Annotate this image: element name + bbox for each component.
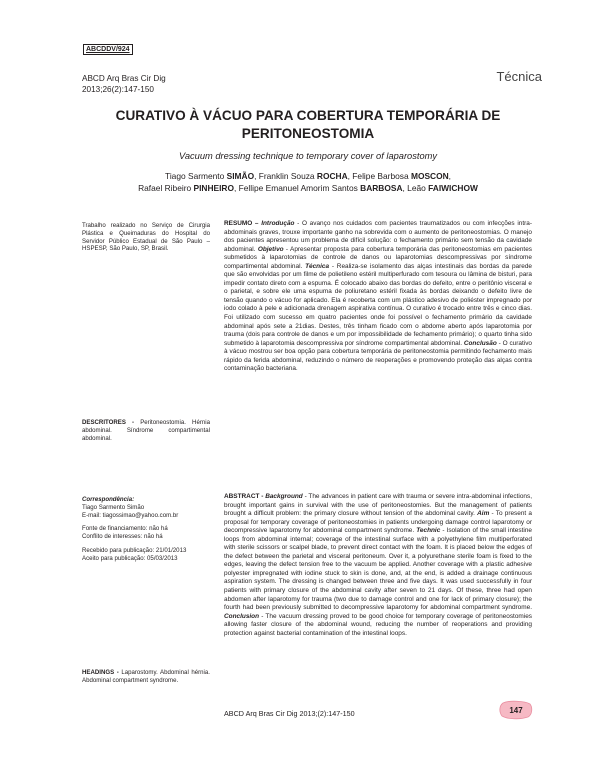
correspondence-title: Correspondência: [82,496,135,503]
author-surname: BARBOSA [360,183,403,193]
correspondence-email[interactable]: E-mail: tiagossimao@yahoo.com.br [82,511,179,519]
abstract-bg-kw: Background [265,493,303,500]
author-name: Tiago Sarmento [165,171,227,181]
descritores-text: Peritoneostomia. Hérnia abdominal. Síndrome compartimental abdominal. [82,419,210,442]
correspondence-name: Tiago Sarmento Simão [82,503,145,511]
resumo-intro-kw: Introdução [261,220,295,227]
abstract-aim-kw: Aim [477,510,490,518]
author-sep: , [402,183,408,193]
footer-citation: ABCD Arq Bras Cir Dig 2013;(2):147-150 [224,709,355,718]
funding-note: Fonte de financiamento: não há [82,525,168,533]
author-name: Franklin Souza [258,171,317,181]
abstract-aim: - To present a proposal for temporary coverage of peritoneostomies in patients undergoing damage control laparotomy or decompressive laparotomy for abdominal compartment syndrome. [224,510,533,535]
resumo-paragraph [224,220,532,374]
author-name: Leão [407,183,429,193]
article-title: CURATIVO À VÁCUO PARA COBERTURA TEMPORÁRIA DE PERITONEOSTOMIA [115,108,501,141]
resumo-obj: - Apresentar proposta para cobertura temporária das peritoneostomias em pacientes submetidos à laparotomias de controle de danos ou laparotomias descompressivas por síndrome compartimental abdominal. [224,245,532,270]
resumo-label: RESUMO – [224,220,262,227]
section-label: Técnica [496,69,542,84]
abstract-label: ABSTRACT - [224,493,266,500]
accepted-date: Aceito para publicação: 05/03/2013 [82,554,178,562]
abstract-conc-kw: Conclusion [224,612,260,620]
author-name: Rafael Ribeiro [138,183,194,193]
correspondence-block [82,496,210,563]
institution-note: Trabalho realizado no Serviço de Cirurgia Plástica e Queimaduras do Hospital do Servidor Público Estadual de São Paulo – HSPESP, São Paulo, SP, Brasil. [82,222,210,253]
abstract-tech-kw: Technic [416,527,441,535]
resumo-conc-kw: Conclusão [463,339,497,347]
article-code: ABCDDV/924 [83,44,133,55]
abstract-bg: - The advances in patient care with trauma or severe intra-abdominal infections, brought important gains in survival with the use of peritoneostomies. But the management of patients brought a difficult problem: the primary closure without tension of the abdominal cavity. [224,493,532,518]
headings-text: Laparostomy. Abdominal hérnia. Abdominal compartment syndrome. [82,669,210,684]
author-name: Felipe Barbosa [352,171,411,181]
headings [82,669,210,685]
author-sep: , [254,171,259,181]
author-name: Fellipe Emanuel Amorim Santos [238,183,361,193]
author-surname: MOSCON [410,171,449,181]
author-list [80,170,536,194]
author-surname: FAIWICHOW [428,183,478,193]
abstract-tech: - Isolation of the small intestine loops from abdominal internal; coverage of the intestinal surface with a polyethylene film multiperforated with sterile scissors or scalpel blade, to prevent direct contact with the foam. It is placed below the edges of the defect between the parietal and visceral peritoneum. Over it, a polyurethane sterile foam is fixed to the edges, leaving the defect tension free to the vacuum be applied. Another coverage with a plastic adhesive polyester impregnated with iodine stuck to skin is done, and, at the end, is added a drainage continuous aspiration system. The dressing is changed between three and five days. It was used successfully in four patients with primary closure of the abdominal cavity after seven to 21 days. Of these, three had open abdomen after laparotomy for trauma (two due to damage control and one for lack of primary closure); the fourth had been previously submitted to decompressive laparotomy for abdominal compartment syndrome. [224,527,532,612]
descritores [82,419,210,442]
headings-label: HEADINGS - [82,669,122,676]
author-surname: PINHEIRO [193,183,234,193]
descritores-label: DESCRITORES - [82,419,141,426]
author-surname: SIMÃO [226,171,255,181]
resumo-tec-kw: Técnica [305,262,330,270]
abstract-paragraph [224,493,532,638]
page-number: 147 [509,706,523,715]
author-sep: , [347,171,353,181]
journal-info [82,73,166,95]
journal-volume: 2013;26(2):147-150 [82,85,154,94]
conflict-note: Conflito de interesses: não há [82,533,163,541]
resumo-conc: - O curativo à vácuo mostrou ser boa opção para cobertura temporária de peritoneostomia permitindo fechamento mais rápido da ferida abdominal, reduzindo o número de reoperações e promovendo proteção das alças contra contaminação bacteriana. [224,339,532,373]
resumo-intro: - O avanço nos cuidados com pacientes traumatizados ou com infecções intra-abdominais graves, trouxe importante ganho na sobrevida com o aumento de peritoneostomias. O manejo dos pacientes apresentou um problema de difícil solução: o fechamento primário sem tensão da cavidade abdominal. [224,220,532,253]
resumo-obj-kw: Objetivo [257,245,284,253]
received-date: Recebido para publicação: 21/01/2013 [82,546,187,554]
abstract-conc: - The vacuum dressing proved to be good choice for temporary coverage of peritoneostomies allowing faster closure of the abdominal wound, reducing the number of reoperations and providing protection against bacterial contamination of the intestinal loops. [224,612,532,637]
author-sep: , [234,183,239,193]
author-sep: , [448,171,451,181]
resumo-tec: - Realiza-se isolamento das alças intestinais das bordas da parede que são envolvidas por um filme de polietileno estéril multiperfurado com tesoura ou lâmina de bisturi, para impedir contato direto com a espuma. É colocado abaixo das bordas do defeito, entre o peritônio visceral e o parietal, e sobre ele uma espuma de poliuretano estéril fixada às bordas deixando o defeito livre de tensão quando o vácuo for aplicado. Ela é recoberta com um plástico adesivo de poliéster impregnado por iodo colado à pele e adicionada drenagem aspirativa contínua. O curativo é trocado entre três e cinco dias. Foi utilizado com sucesso em quatro pacientes onde foi possível o fechamento primário da cavidade abdominal após sete a 21dias. Destes, três tinham ficado com o abdome aberto após laparotomia por trauma (dois para controle de danos e um por impossibilidade de fechamento primário); o quarto tinha sido submetido à laparotomia descompressiva por síndrome compartimental abdominal. [224,262,533,347]
author-surname: ROCHA [316,171,348,181]
article-subtitle: Vacuum dressing technique to temporary cover of laparostomy [178,151,438,161]
journal-name: ABCD Arq Bras Cir Dig [82,74,166,83]
